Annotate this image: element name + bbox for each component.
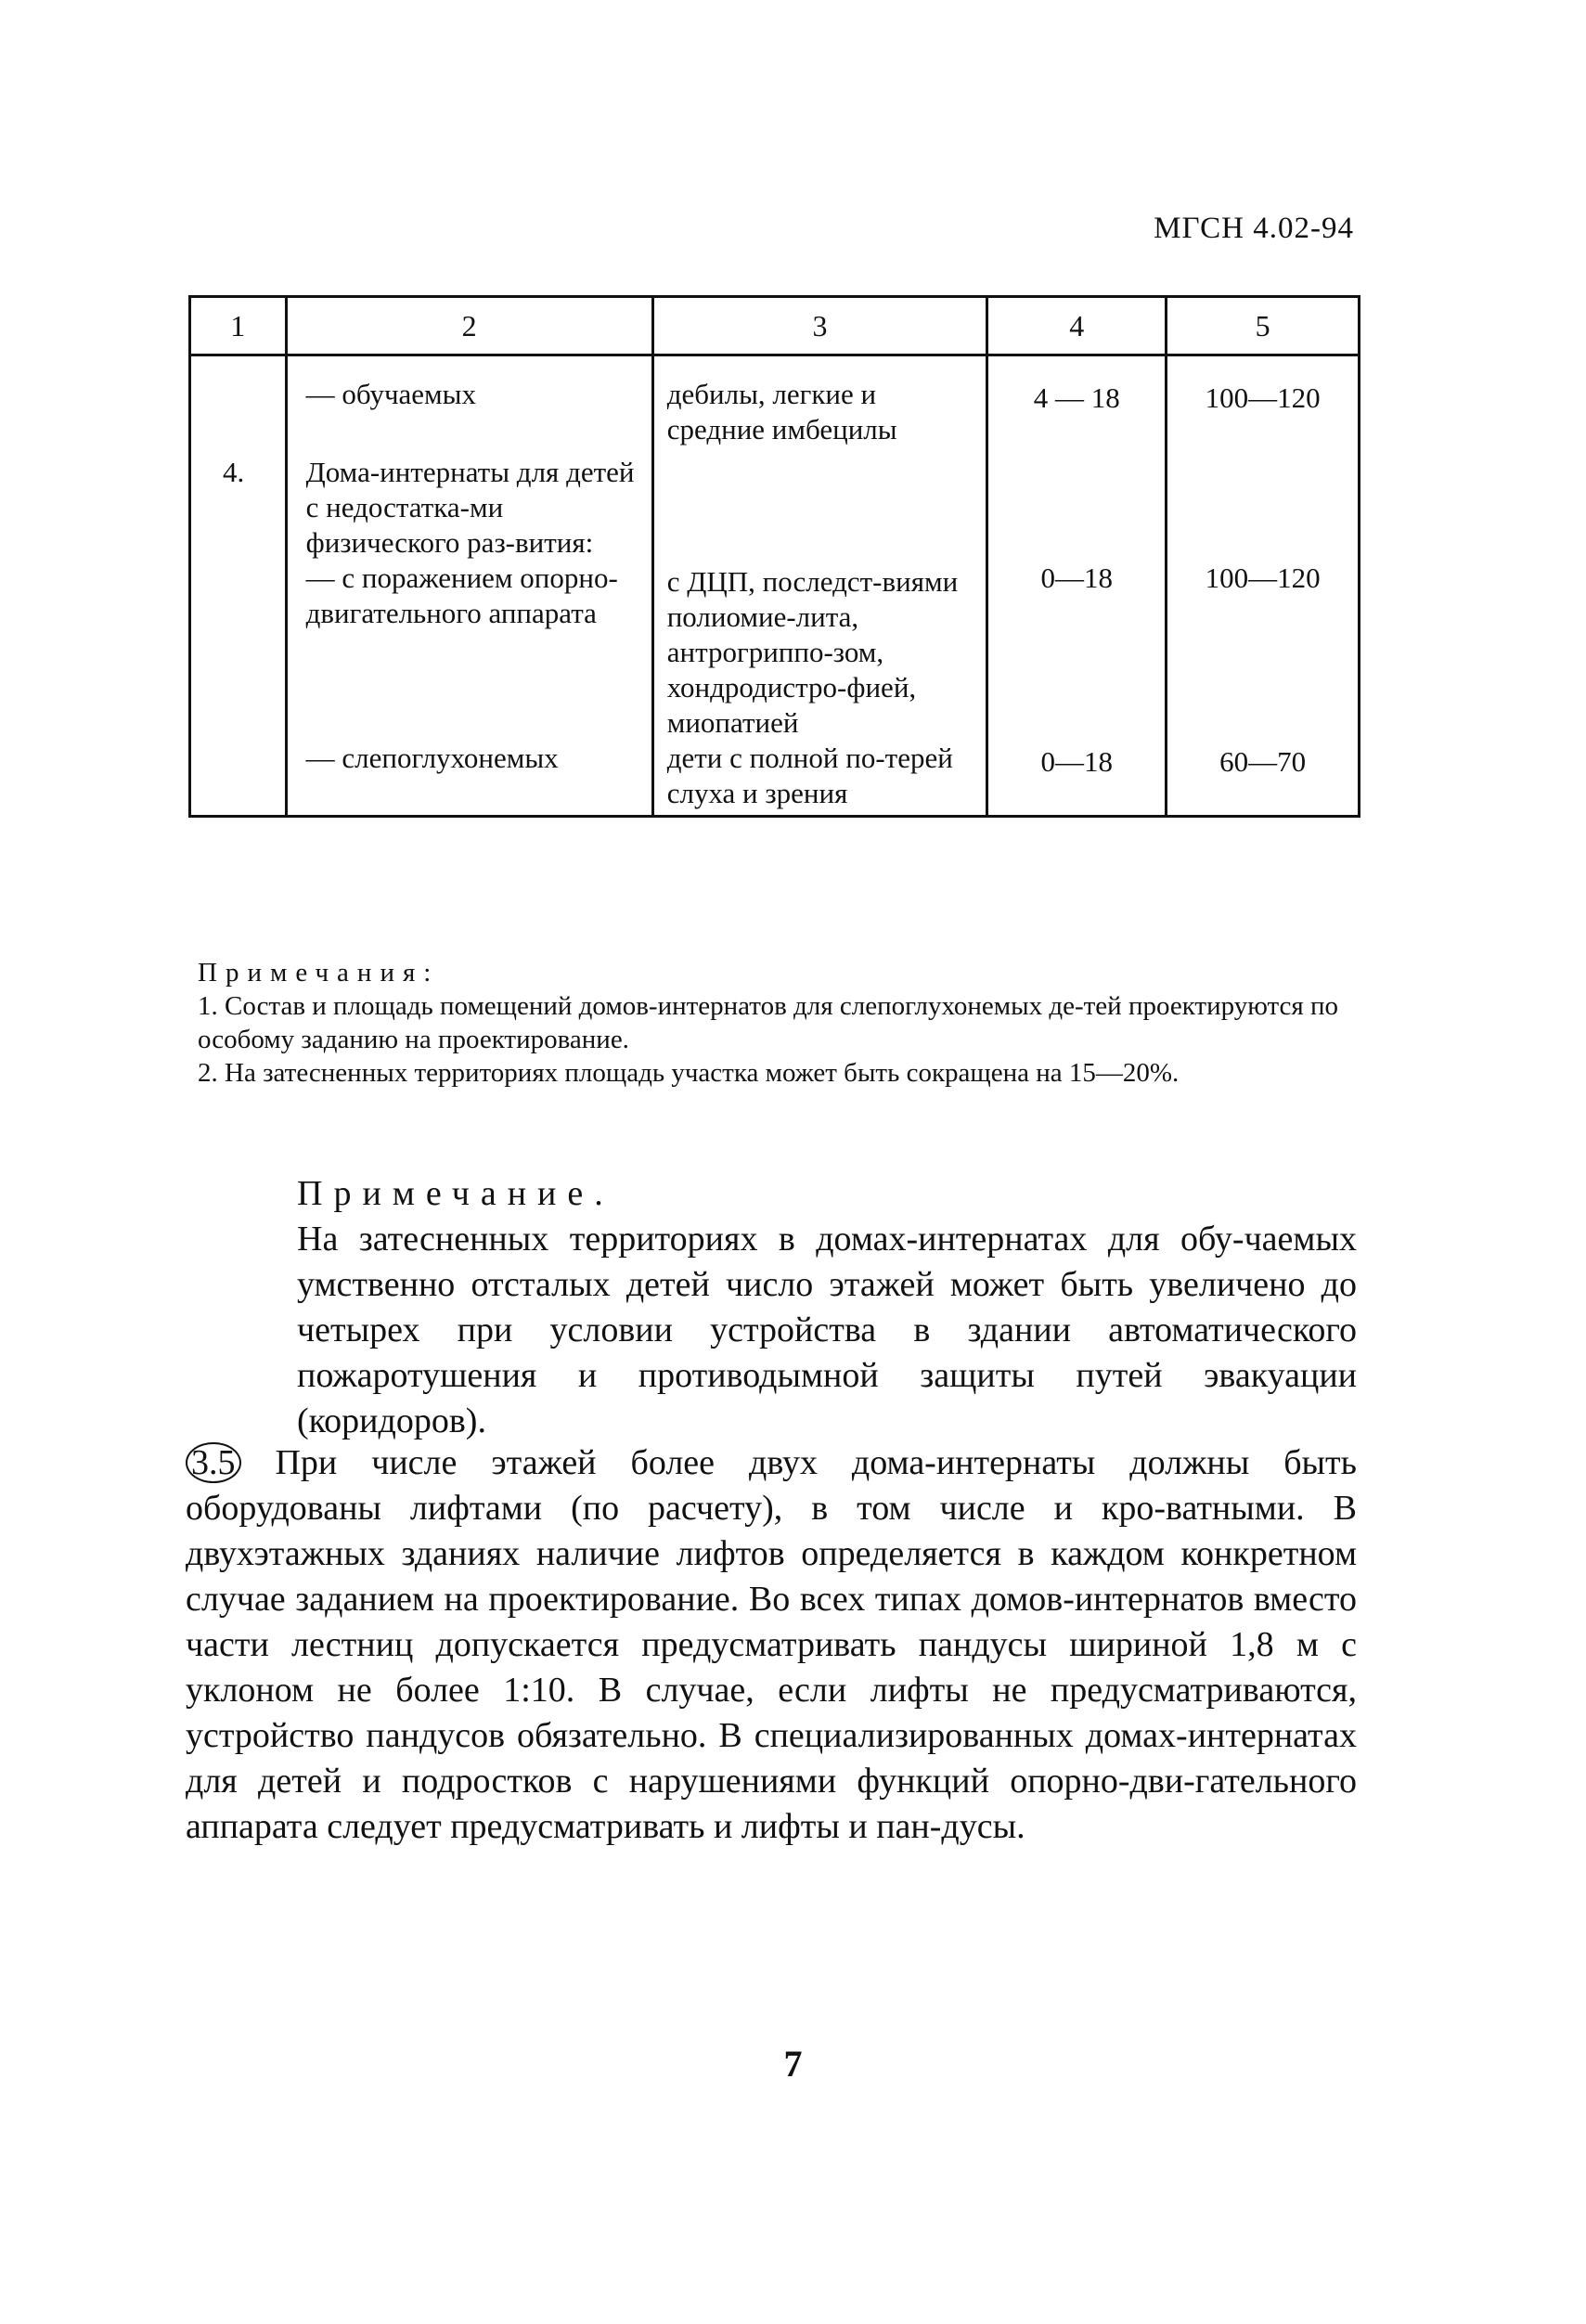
table-cell: дебилы, легкие и средние имбецилы (652, 355, 987, 448)
table-cell: 0—18 (987, 741, 1167, 817)
table-row (190, 561, 1360, 741)
table-cell (987, 447, 1167, 561)
table-cell: 0—18 (987, 561, 1167, 741)
table-cell: — с поражением опорно-двигательного аппарата (286, 561, 652, 741)
table-cell (652, 447, 987, 561)
note-text: На затесненных территориях в домах-интернатах для обу-чаемых умственно отсталых детей число этажей может быть увеличено до четырех при условии устройства в здании автоматического пожаротушения и противодымной защиты путей эвакуации (коридоров). (297, 1220, 1357, 1440)
page-number: 7 (783, 2043, 803, 2085)
note-title: Примечание. (297, 1174, 614, 1213)
table-cell: — обучаемых (286, 355, 652, 448)
clause-number: 3.5 (186, 1442, 241, 1483)
data-table (188, 295, 1360, 818)
table-notes (198, 956, 1358, 1090)
table-cell: — слепоглухонемых (286, 741, 652, 817)
table-cell: дети с полной по-терей слуха и зрения (652, 741, 987, 817)
table-cell: 100—120 (1167, 561, 1360, 741)
table-header-row (190, 297, 1360, 355)
column-header-2: 2 (286, 297, 652, 355)
table-notes-title: Примечания: (198, 958, 440, 988)
column-header-5: 5 (1167, 297, 1360, 355)
table-cell: Дома-интернаты для детей с недостатка-ми физического раз-вития: (286, 447, 652, 561)
table-note-item: 2. На затесненных территориях площадь участка может быть сокращена на 15—20%. (198, 1058, 1180, 1088)
table-cell (190, 355, 287, 448)
document-code: МГСН 4.02-94 (1154, 212, 1354, 245)
table-cell: 60—70 (1167, 741, 1360, 817)
table-cell (190, 561, 287, 741)
table-note-item: 1. Состав и площадь помещений домов-интернатов для слепоглухонемых де-тей проектируются по особому заданию на проектирование. (198, 991, 1339, 1054)
table-row (190, 355, 1360, 448)
clause-text: При числе этажей более двух дома-интернаты должны быть оборудованы лифтами (по расчету), в том числе и кро-ватными. В двухэтажных зданиях наличие лифтов определяется в каждом конкретном случае заданием на проектирование. Во всех типах домов-интернатов вместо части лестниц допускается предусматривать пандусы шириной 1,8 м с уклоном не более 1:10. В случае, если лифты не предусматриваются, устройство пандусов обязательно. В специализированных домах-интернатах для детей и подростков с нарушениями функций опорно-дви-гательного аппарата следует предусматривать и лифты и пан-дусы. (186, 1443, 1357, 1846)
table-row (190, 741, 1360, 817)
table-cell (1167, 447, 1360, 561)
table-row (190, 447, 1360, 561)
table-cell: с ДЦП, последст-виями полиомие-лита, антрогриппо-зом, хондродистро-фией, миопатией (652, 561, 987, 741)
table-cell: 100—120 (1167, 355, 1360, 448)
table-cell: 4. (190, 447, 287, 561)
column-header-4: 4 (987, 297, 1167, 355)
clause-paragraph (186, 1440, 1357, 1850)
table-cell (190, 741, 287, 817)
column-header-3: 3 (652, 297, 987, 355)
note-block (297, 1171, 1357, 1444)
table-cell: 4 — 18 (987, 355, 1167, 448)
column-header-1: 1 (190, 297, 287, 355)
